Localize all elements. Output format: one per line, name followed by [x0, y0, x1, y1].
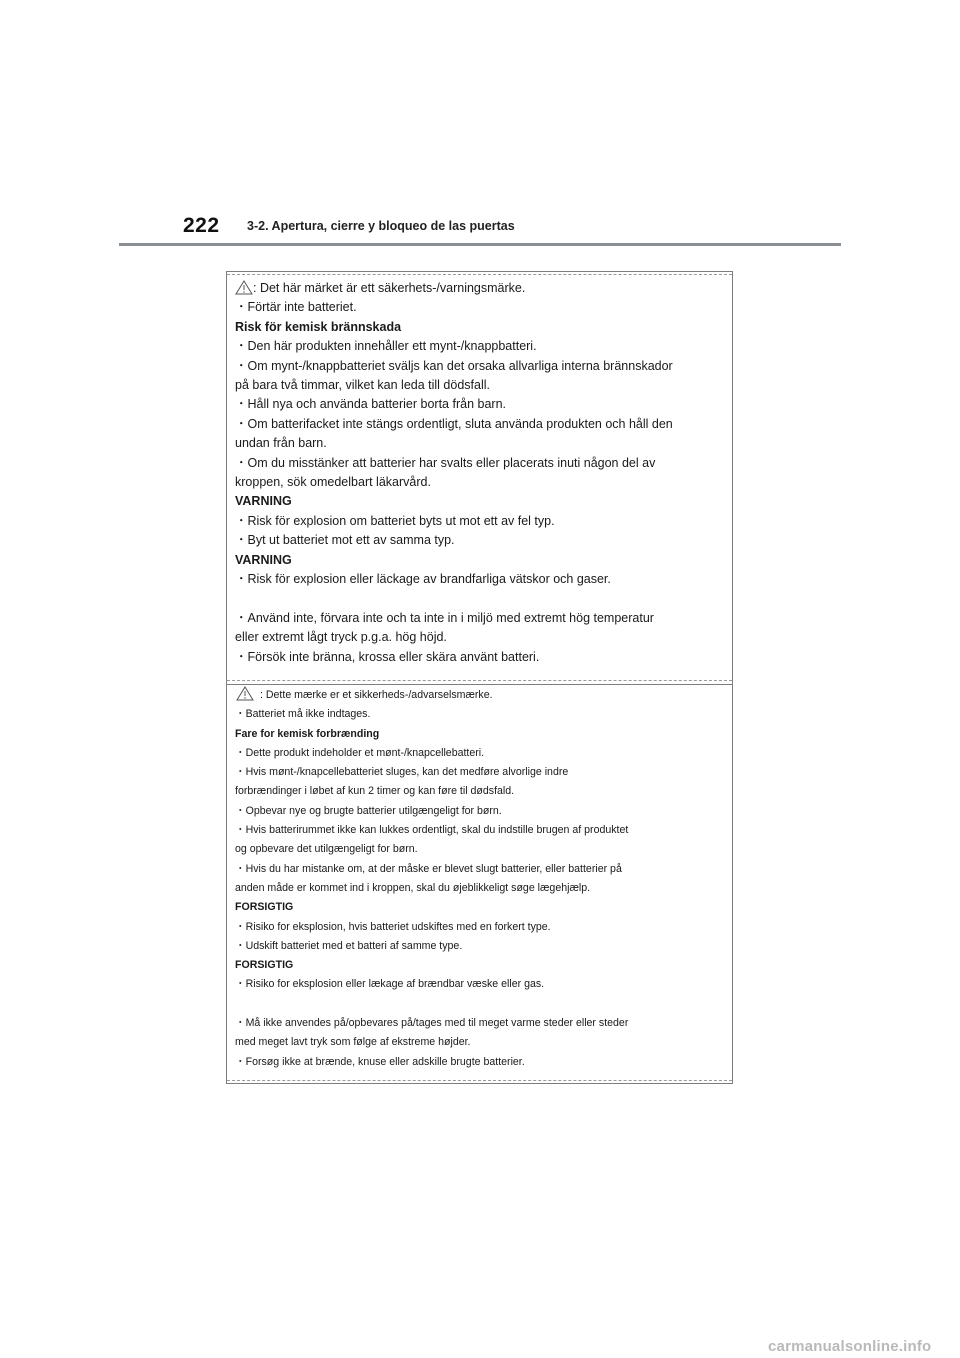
swedish-line: kroppen, sök omedelbart läkarvård. [235, 475, 431, 490]
swedish-heading: VARNING [235, 552, 292, 567]
swedish-line: ・Om mynt-/knappbatteriet sväljs kan det orsaka allvarliga interna brännskador [235, 358, 673, 373]
swedish-line: undan från barn. [235, 436, 327, 451]
danish-line: ・Forsøg ikke at brænde, knuse eller adskille brugte batterier. [235, 1055, 525, 1068]
swedish-line: ・Håll nya och använda batterier borta från barn. [235, 397, 506, 412]
danish-line: ・Hvis mønt-/knapcellebatteriet sluges, kan det medføre alvorlige indre [235, 766, 569, 779]
spacer [235, 590, 724, 609]
warning-triangle-icon [236, 686, 254, 701]
danish-line: ・Risiko for eksplosion eller lækage af brændbar væske eller gas. [235, 978, 545, 991]
danish-heading: Fare for kemisk forbrænding [235, 727, 380, 740]
swedish-line: ・Risk för explosion eller läckage av brandfarliga vätskor och gaser. [235, 572, 611, 587]
danish-line: ・Hvis batterirummet ikke kan lukkes ordentligt, skal du indstille brugen af produktet [235, 824, 629, 837]
danish-line: ・Hvis du har mistanke om, at der måske er blevet slugt batterier, eller batterier på [235, 862, 622, 875]
danish-line: ・Må ikke anvendes på/opbevares på/tages med til meget varme steder eller steder [235, 1017, 629, 1030]
danish-warning-mark-text: : Dette mærke er et sikkerheds-/advarselsmærke. [260, 689, 493, 701]
danish-line: og opbevare det utilgængeligt for børn. [235, 843, 418, 856]
swedish-line: på bara två timmar, vilket kan leda till dödsfall. [235, 378, 490, 393]
swedish-line: ・Risk för explosion om batteriet byts ut mot ett av fel typ. [235, 513, 555, 528]
page-number: 222 [183, 214, 220, 237]
danish-line: ・Risiko for eksplosion, hvis batteriet udskiftes med en forkert type. [235, 920, 551, 933]
danish-line: forbrændinger i løbet af kun 2 timer og kan føre til dødsfald. [235, 785, 515, 798]
swedish-line: ・Använd inte, förvara inte och ta inte in i miljö med extremt hög temperatur [235, 610, 654, 625]
swedish-line: ・Den här produkten innehåller ett mynt-/knappbatteri. [235, 339, 537, 354]
danish-line: ・Dette produkt indeholder et mønt-/knapcellebatteri. [235, 746, 485, 759]
swedish-line: ・Försök inte bränna, krossa eller skära använt batteri. [235, 649, 540, 664]
danish-warning-section [227, 685, 732, 1083]
section-title: 3-2. Apertura, cierre y bloqueo de las puertas [247, 219, 515, 233]
danish-heading: FORSIGTIG [235, 901, 294, 914]
header-rule [119, 243, 841, 246]
swedish-line: ・Om du misstänker att batterier har svalts eller placerats inuti någon del av [235, 455, 656, 470]
warning-box [226, 271, 733, 1084]
danish-line: ・Udskift batteriet med et batteri af samme type. [235, 939, 463, 952]
danish-heading: FORSIGTIG [235, 959, 294, 972]
swedish-heading: Risk för kemisk brännskada [235, 319, 402, 334]
spacer [235, 995, 724, 1014]
warning-triangle-icon [235, 280, 253, 295]
danish-warning-mark-line [235, 685, 724, 705]
swedish-line: ・Förtär inte batteriet. [235, 300, 357, 315]
danish-line: ・Batteriet må ikke indtages. [235, 708, 371, 721]
danish-line: anden måde er kommet ind i kroppen, skal du øjeblikkeligt søge lægehjælp. [235, 881, 591, 894]
site-watermark: carmanualsonline.info [768, 1338, 932, 1355]
danish-line: ・Opbevar nye og brugte batterier utilgængeligt for børn. [235, 804, 502, 817]
swedish-line: ・Byt ut batteriet mot ett av samma typ. [235, 533, 455, 548]
swedish-heading: VARNING [235, 494, 292, 509]
swedish-line: eller extremt lågt tryck p.g.a. hög höjd. [235, 630, 447, 645]
swedish-warning-mark-line [235, 279, 724, 298]
swedish-line: ・Om batterifacket inte stängs ordentligt, sluta använda produkten och håll den [235, 416, 673, 431]
swedish-warning-section [227, 272, 732, 682]
danish-line: med meget lavt tryk som følge af ekstreme højder. [235, 1036, 471, 1049]
swedish-warning-mark-text: : Det här märket är ett säkerhets-/varningsmärke. [253, 281, 526, 295]
